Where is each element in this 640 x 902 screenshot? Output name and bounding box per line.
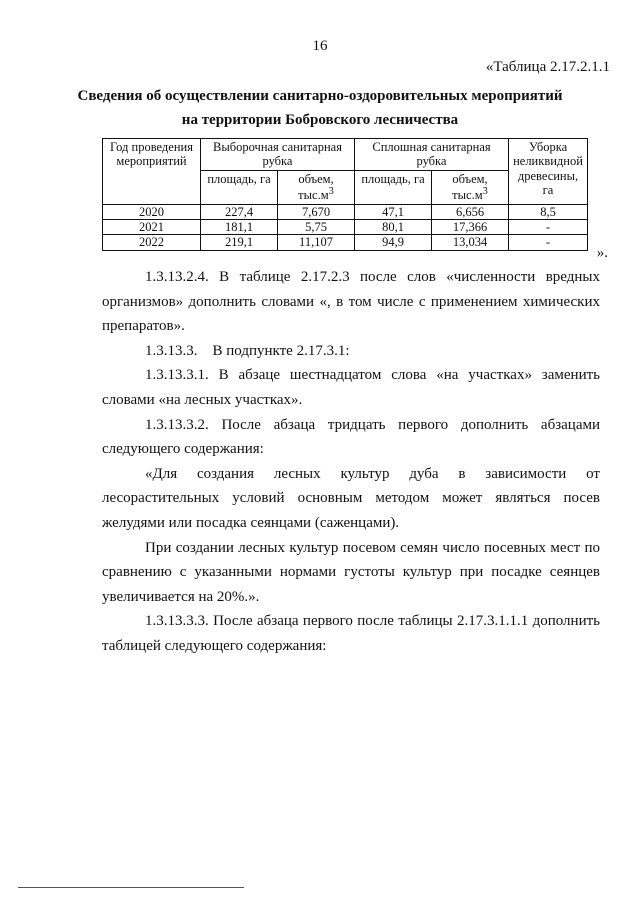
header-area: площадь, га xyxy=(355,170,432,204)
cell-selective-area: 219,1 xyxy=(201,235,278,250)
cell-clear-area: 47,1 xyxy=(355,204,432,219)
cell-clear-area: 80,1 xyxy=(355,220,432,235)
paragraph: 1.3.13.3.2. После абзаца тридцать первого дополнить абзацами следующего содержания: xyxy=(102,416,600,458)
paragraph: «Для создания лесных культур дуба в зависимости от лесорастительных условий основным методом может являться посев желудями или посадка сеянцами (саженцами). xyxy=(102,465,600,531)
paragraph: 1.3.13.3.1. В абзаце шестнадцатом слова «на участках» заменить словами «на лесных участках». xyxy=(102,367,600,408)
cell-year: 2022 xyxy=(103,235,201,250)
body-text xyxy=(102,265,600,659)
paragraph: 1.3.13.3.3. После абзаца первого после таблицы 2.17.3.1.1.1 дополнить таблицей следующего содержания: xyxy=(102,613,600,654)
table-title-line-1: Сведения об осуществлении санитарно-оздоровительных мероприятий xyxy=(77,88,563,104)
cell-selective-volume: 11,107 xyxy=(278,235,355,250)
sanitary-measures-table xyxy=(102,138,588,251)
header-selective-cutting: Выборочная санитарная рубка xyxy=(201,139,355,171)
cell-year: 2021 xyxy=(103,220,201,235)
table-close-quote: ». xyxy=(596,245,608,261)
cell-cleanup: 8,5 xyxy=(509,204,588,219)
cell-clear-volume: 13,034 xyxy=(432,235,509,250)
cell-selective-volume: 7,670 xyxy=(278,204,355,219)
page-number: 16 xyxy=(312,38,328,54)
table-row xyxy=(103,204,588,219)
header-area: площадь, га xyxy=(201,170,278,204)
cell-clear-volume: 17,366 xyxy=(432,220,509,235)
table-caption: «Таблица 2.17.2.1.1 xyxy=(485,59,610,75)
header-volume: объем, $тыс.м^3$ xyxy=(278,170,355,204)
paragraph: 1.3.13.3. В подпункте 2.17.3.1: xyxy=(145,342,350,359)
paragraph: При создании лесных культур посевом семян число посевных мест по сравнению с указанными нормами густоты культур при посадке сеянцев увеличивается на 20%.». xyxy=(102,539,600,605)
header-year: Год проведения мероприятий xyxy=(103,139,201,205)
cell-selective-area: 181,1 xyxy=(201,220,278,235)
header-clear-cutting: Сплошная санитарная рубка xyxy=(355,139,509,171)
cell-selective-volume: 5,75 xyxy=(278,220,355,235)
header-cleanup: Уборка неликвидной древесины, га xyxy=(509,139,588,205)
header-volume: объем, $тыс.м^3$ xyxy=(432,170,509,204)
cell-year: 2020 xyxy=(103,204,201,219)
cell-cleanup: - xyxy=(509,220,588,235)
table-row xyxy=(103,220,588,235)
table-row xyxy=(103,235,588,250)
cell-cleanup: - xyxy=(509,235,588,250)
footer-rule xyxy=(18,887,244,888)
cell-selective-area: 227,4 xyxy=(201,204,278,219)
table-title-line-2: на территории Бобровского лесничества xyxy=(181,112,459,128)
cell-clear-volume: 6,656 xyxy=(432,204,509,219)
paragraph: 1.3.13.2.4. В таблице 2.17.2.3 после слов «численности вредных организмов» дополнить словами «, в том числе с применением химических препаратов». xyxy=(102,269,600,335)
cell-clear-area: 94,9 xyxy=(355,235,432,250)
